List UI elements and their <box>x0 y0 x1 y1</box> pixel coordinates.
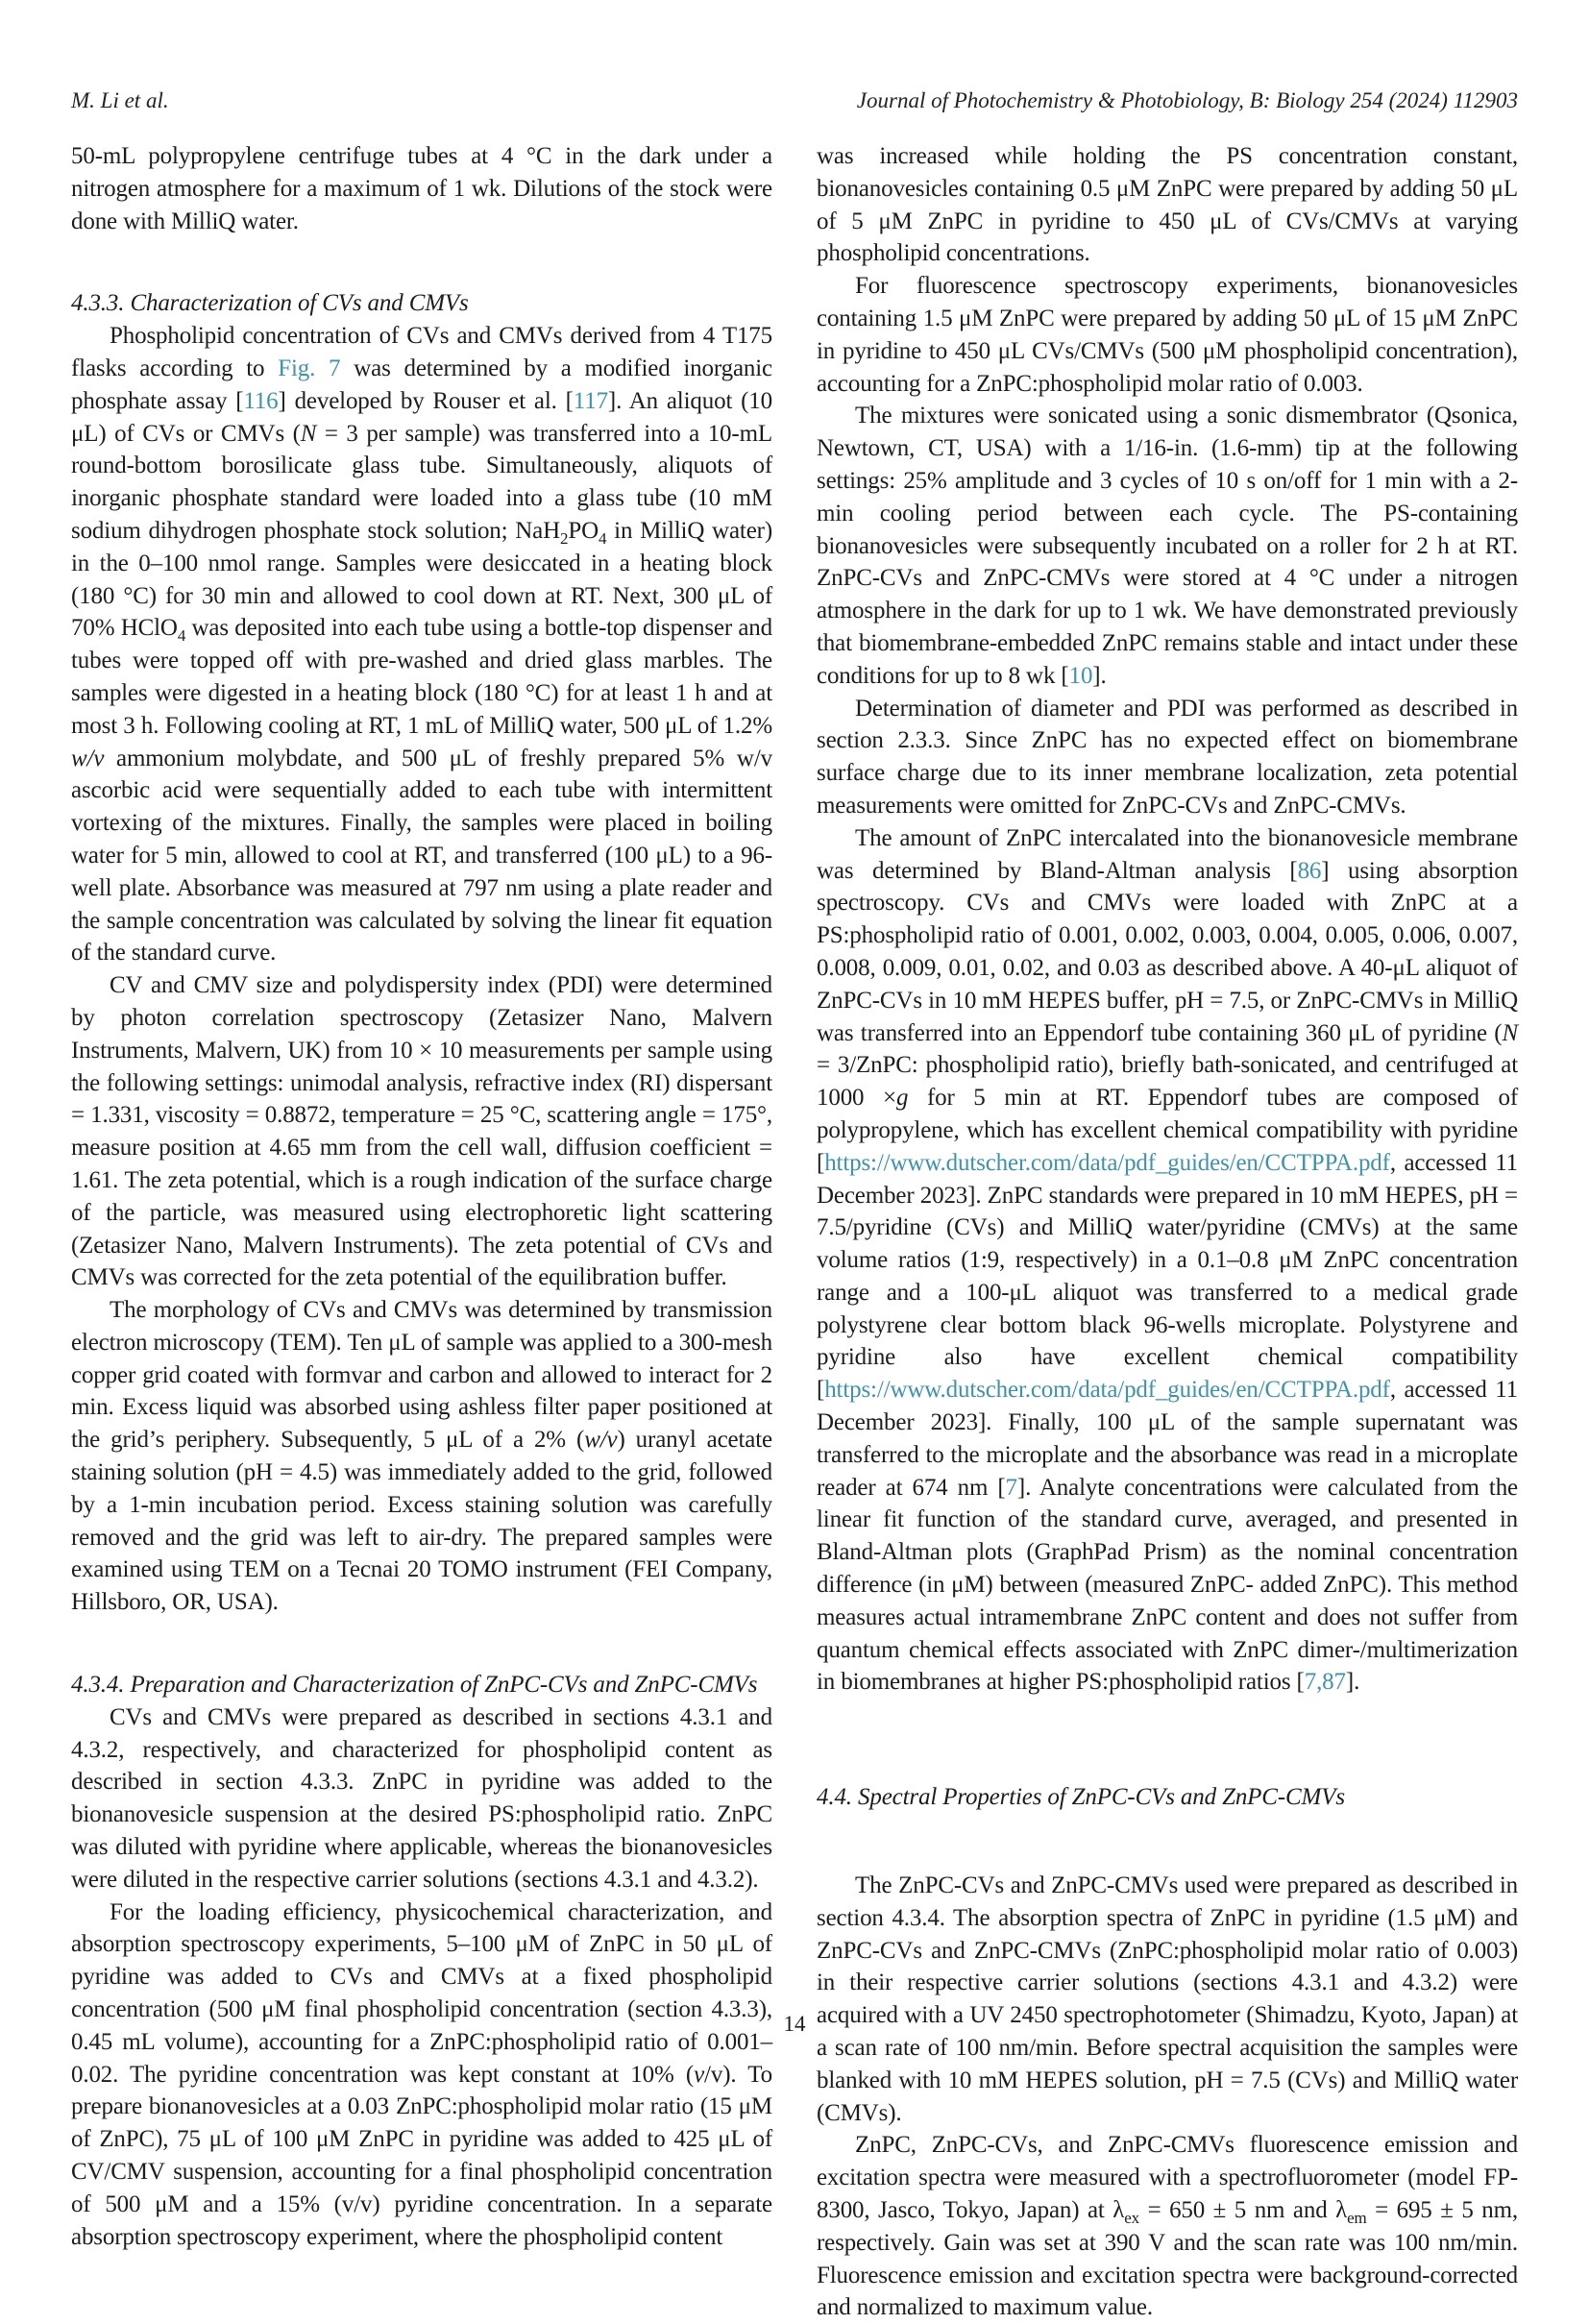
url-link[interactable]: https://www.dutscher.com/data/pdf_guides/en/CCTPPA.pdf <box>824 1377 1390 1404</box>
subscript: 4 <box>177 626 186 646</box>
paragraph: ZnPC, ZnPC-CVs, and ZnPC-CMVs fluorescence emission and excitation spectra were measured with a spectrofluorometer (model FP-8300, Jasco, Tokyo, Japan) at $\lambda_{ex} = 650 \pm 5$ nm and $\lambda_{em} = 695 \pm 5$ nm, respectively. Gain was set at 390 V and the scan rate was 100 nm/min. Fluorescence emission and excitation spectra were background-corrected and normalized to maximum value. <box>817 2132 1518 2321</box>
page-number: 14 <box>783 2012 806 2036</box>
subscript: ex <box>1124 2209 1140 2228</box>
section-heading: 4.3.4. Preparation and Characterization of ZnPC-CVs and ZnPC-CMVs <box>71 1672 758 1699</box>
citation-link[interactable]: 86 <box>1297 857 1322 884</box>
italic-text: N <box>300 420 317 447</box>
paragraph: 50-mL polypropylene centrifuge tubes at 4 °C in the dark under a nitrogen atmosphere for a maximum of 1 wk. Dilutions of the stock were done with MilliQ water. <box>71 143 772 234</box>
citation-link[interactable]: 7 <box>1005 1474 1017 1501</box>
left-column <box>71 140 772 2324</box>
running-journal-title: Journal of Photochemistry & Photobiology, B: Biology 254 (2024) 112903 <box>856 88 1518 112</box>
running-author: M. Li et al. <box>71 88 169 112</box>
citation-link[interactable]: 7,87 <box>1304 1669 1346 1696</box>
section-heading: 4.3.3. Characterization of CVs and CMVs <box>71 290 469 317</box>
paragraph: For fluorescence spectroscopy experiments, bionanovesicles containing 1.5 μM ZnPC were prepared by adding 50 μL of 15 μM ZnPC in pyridine to 450 μL CVs/CMVs (500 μM phospholipid concentration), accounting for a ZnPC:phospholipid molar ratio of 0.003. <box>817 273 1518 397</box>
paragraph: The morphology of CVs and CMVs was determined by transmission electron microscopy (TEM). Ten μL of sample was applied to a 300-mesh copper grid coated with formvar and carbon and allowed to interact for 2 min. Excess liquid was absorbed using ashless filter paper positioned at the grid’s periphery. Subsequently, 5 μL of a 2% (w/v) uranyl acetate staining solution (pH = 4.5) was immediately added to the grid, followed by a 1-min incubation period. Excess staining solution was carefully removed and the grid was left to air-dry. The prepared samples were examined using TEM on a Tecnai 20 TOMO instrument (FEI Company, Hillsboro, OR, USA). <box>71 1297 772 1616</box>
paragraph: CV and CMV size and polydispersity index (PDI) were determined by photon correlation spectroscopy (Zetasizer Nano, Malvern Instruments, Malvern, UK) from 10 × 10 measurements per sample using the following settings: unimodal analysis, refractive index (RI) dispersant = 1.331, viscosity = 0.8872, temperature = 25 °C, scattering angle = 175°, measure position at 4.65 mm from the cell wall, diffusion coefficient = 1.61. The zeta potential, which is a rough indication of the surface charge of the particle, was measured using electrophoretic light scattering (Zetasizer Nano, Malvern Instruments). The zeta potential of CVs and CMVs was corrected for the zeta potential of the equilibration buffer. <box>71 972 772 1291</box>
page-footer <box>0 2012 1589 2037</box>
paragraph: Determination of diameter and PDI was performed as described in section 2.3.3. Since ZnPC has no expected effect on biomembrane surface charge due to its inner membrane localization, zeta potential measurements were omitted for ZnPC-CVs and ZnPC-CMVs. <box>817 695 1518 819</box>
citation-link[interactable]: 10 <box>1068 662 1093 689</box>
italic-text: w/v <box>584 1427 618 1454</box>
italic-text: v <box>694 2061 705 2088</box>
paragraph: The amount of ZnPC intercalated into the bionanovesicle membrane was determined by Bland-Altman analysis [86] using absorption spectroscopy. CVs and CMVs were loaded with ZnPC at a PS:phospholipid ratio of 0.001, 0.002, 0.003, 0.004, 0.005, 0.006, 0.007, 0.008, 0.009, 0.01, 0.02, and 0.03 as described above. A 40-μL aliquot of ZnPC-CVs in 10 mM HEPES buffer, pH = 7.5, or ZnPC-CMVs in MilliQ was transferred into an Eppendorf tube containing 360 μL of pyridine (N = 3/ZnPC: phospholipid ratio), briefly bath-sonicated, and centrifuged at 1000 ×g for 5 min at RT. Eppendorf tubes are composed of polypropylene, which has excellent chemical compatibility with pyridine [https://www.dutscher.com/data/pdf_guides/en/CCTPPA.pdf, accessed 11 December 2023]. ZnPC standards were prepared in 10 mM HEPES, pH = 7.5/pyridine (CVs) and MilliQ water/pyridine (CMVs) at the same volume ratios (1:9, respectively) in a 0.1–0.8 μM ZnPC concentration range and a 100-μL aliquot was transferred to a medical grade polystyrene clear bottom black 96-wells microplate. Polystyrene and pyridine also have excellent chemical compatibility [https://www.dutscher.com/data/pdf_guides/en/CCTPPA.pdf, accessed 11 December 2023]. Finally, 100 μL of the sample supernatant was transferred to the microplate and the absorbance was read in a microplate reader at 674 nm [7]. Analyte concentrations were calculated from the linear fit function of the standard curve, averaged, and presented in Bland-Altman plots (GraphPad Prism) as the nominal concentration difference (in μM) between (measured ZnPC- added ZnPC). This method measures actual intramembrane ZnPC content and does not suffer from quantum chemical effects associated with ZnPC dimer-/multimerization in biomembranes at higher PS:phospholipid ratios [7,87]. <box>817 824 1519 1696</box>
url-link[interactable]: https://www.dutscher.com/data/pdf_guides/en/CCTPPA.pdf <box>824 1149 1390 1176</box>
running-header <box>71 88 1518 113</box>
two-column-body <box>71 140 1518 2324</box>
paragraph: For the loading efficiency, physicochemical characterization, and absorption spectroscopy experiments, 5–100 μM of ZnPC in 50 μL of pyridine was added to CVs and CMVs at a fixed phospholipid concentration (500 μM final phospholipid concentration (section 4.3.3), 0.45 mL volume), accounting for a ZnPC:phospholipid ratio of 0.001–0.02. The pyridine concentration was kept constant at 10% (v/v). To prepare bionanovesicles at a 0.03 ZnPC:phospholipid molar ratio (15 μM of ZnPC), 75 μL of 100 μM ZnPC in pyridine was added to 425 μL of CV/CMV suspension, accounting for a final phospholipid concentration of 500 μM and a 15% (v/v) pyridine concentration. In a separate absorption spectroscopy experiment, where the phospholipid content <box>71 1898 773 2250</box>
italic-text: w/v <box>71 745 105 771</box>
subscript: em <box>1347 2209 1367 2228</box>
paragraph: The ZnPC-CVs and ZnPC-CMVs used were prepared as described in section 4.3.4. The absorption spectra of ZnPC in pyridine (1.5 μM) and ZnPC-CVs and ZnPC-CMVs (ZnPC:phospholipid molar ratio of 0.003) in their respective carrier solutions (sections 4.3.1 and 4.3.2) were acquired with a UV 2450 spectrophotometer (Shimadzu, Kyoto, Japan) at a scan rate of 100 nm/min. Before spectral acquisition the samples were blanked with 10 mM HEPES solution, pH = 7.5 (CVs) and MilliQ water (CMVs). <box>817 1872 1518 2126</box>
paragraph: The mixtures were sonicated using a sonic dismembrator (Qsonica, Newtown, CT, USA) with a 1/16-in. (1.6-mm) tip at the following settings: 25% amplitude and 3 cycles of 10 s on/off for 1 min with a 2-min cooling period between each cycle. The PS-containing bionanovesicles were subsequently incubated on a roller for 2 h at RT. ZnPC-CVs and ZnPC-CMVs were stored at 4 °C under a nitrogen atmosphere in the dark for up to 1 wk. We have demonstrated previously that biomembrane-embedded ZnPC remains stable and intact under these conditions for up to 8 wk [10]. <box>817 403 1518 689</box>
subscript: 2 <box>559 528 569 548</box>
citation-link[interactable]: 116 <box>243 387 279 414</box>
subscript: 4 <box>599 528 607 548</box>
paragraph: CVs and CMVs were prepared as described in sections 4.3.1 and 4.3.2, respectively, and characterized for phospholipid content as described in section 4.3.3. ZnPC in pyridine was added to the bionanovesicle suspension at the desired PS:phospholipid ratio. ZnPC was diluted with pyridine where applicable, whereas the bionanovesicles were diluted in the respective carrier solutions (sections 4.3.1 and 4.3.2). <box>71 1703 772 1893</box>
paragraph: was increased while holding the PS concentration constant, bionanovesicles containing 0.5 μM ZnPC were prepared by adding 50 μL of 5 μM ZnPC in pyridine to 450 μL of CVs/CMVs at varying phospholipid concentrations. <box>817 143 1518 267</box>
italic-text: g <box>895 1085 909 1112</box>
right-column <box>817 140 1518 2324</box>
citation-link[interactable]: 117 <box>573 387 608 414</box>
figure-link[interactable]: Fig. 7 <box>278 355 341 381</box>
paragraph: Phospholipid concentration of CVs and CMVs derived from 4 T175 flasks according to Fig. 7 was determined by a modified inorganic phosphate assay [116] developed by Rouser et al. [117]. An aliquot (10 μL) of CVs or CMVs (N = 3 per sample) was transferred into a 10-mL round-bottom borosilicate glass tube. Simultaneously, aliquots of inorganic phosphate standard were loaded into a glass tube (10 mM sodium dihydrogen phosphate stock solution; $NaH_2PO_4$ in MilliQ water) in the 0–100 nmol range. Samples were desiccated in a heating block (180 °C) for 30 min and allowed to cool down at RT. Next, 300 μL of 70% HClO$_4$ was deposited into each tube using a bottle-top dispenser and tubes were topped off with pre-washed and dried glass marbles. The samples were digested in a heating block (180 °C) for at least 1 h and at most 3 h. Following cooling at RT, 1 mL of MilliQ water, 500 μL of 1.2% w/v ammonium molybdate, and 500 μL of freshly prepared 5% w/v ascorbic acid were sequentially added to each tube with intermittent vortexing of the mixtures. Finally, the samples were placed in boiling water for 5 min, allowed to cool at RT, and transferred (100 μL) to a 96-well plate. Absorbance was measured at 797 nm using a plate reader and the sample concentration was calculated by solving the linear fit equation of the standard curve. <box>71 323 773 966</box>
italic-text: N <box>1502 1019 1518 1046</box>
section-heading: 4.4. Spectral Properties of ZnPC-CVs and ZnPC-CMVs <box>817 1784 1345 1811</box>
